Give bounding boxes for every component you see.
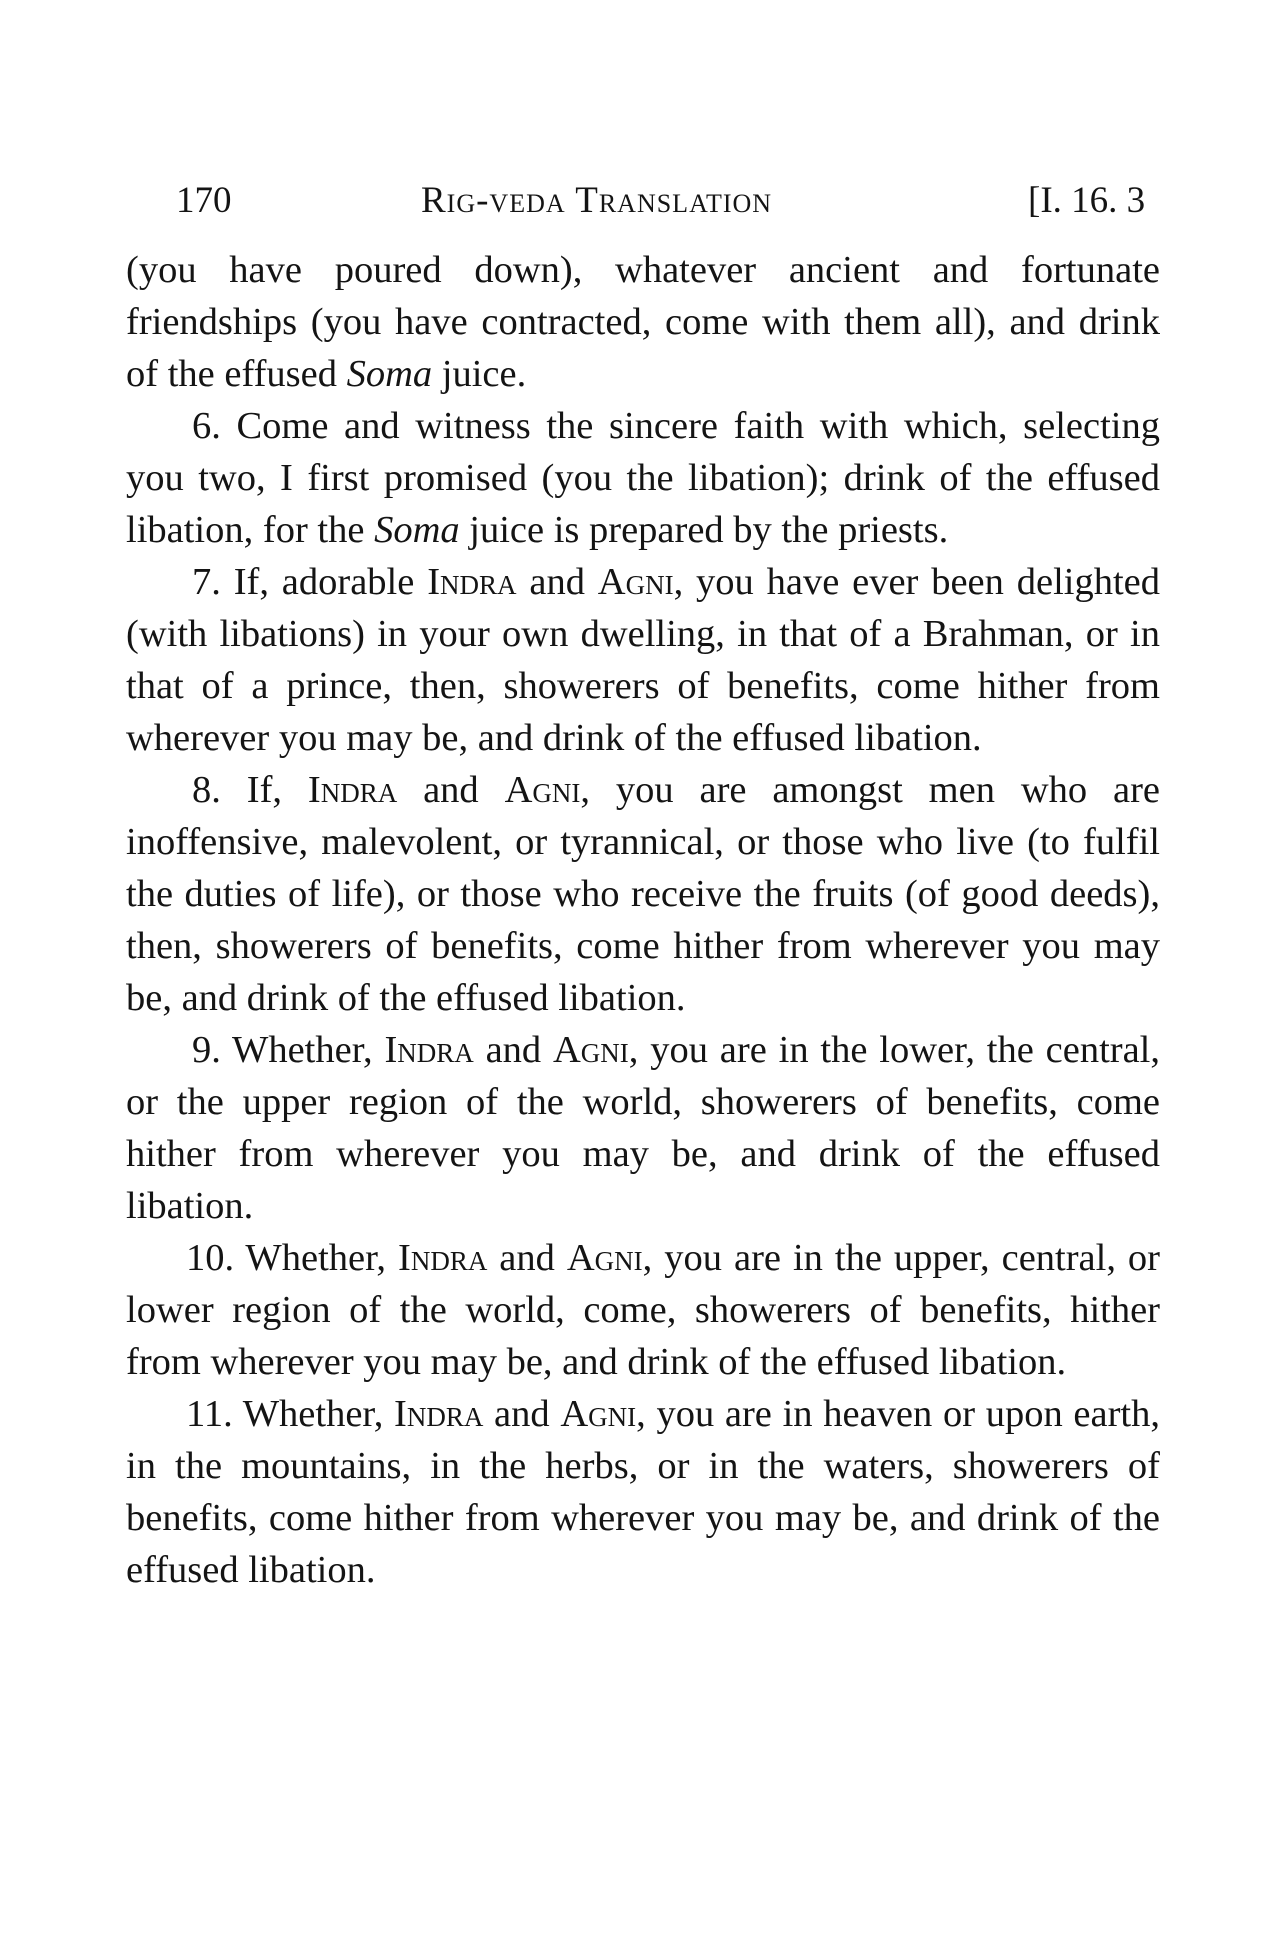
deity-name: Agni	[560, 1393, 637, 1435]
text-run: , you have ever been delighted (with libations) in your own dwelling, in that of a Brahman, or in that of a prince, then, showerers of benefits, come hither from wherever you may be, and drink of the effused libation.	[126, 561, 1160, 759]
running-title: Rig-veda Translation	[421, 180, 773, 221]
text-run: 10. Whether,	[186, 1237, 398, 1279]
deity-name: Indra	[384, 1029, 474, 1071]
text-run: 6. Come and witness the sincere faith with which, selecting you two, I first promised (you the libation); drink of the effused libation, for the	[126, 405, 1160, 551]
text-run: and	[516, 561, 598, 603]
deity-name: Indra	[398, 1237, 488, 1279]
deity-name: Agni	[553, 1029, 629, 1071]
deity-name: Indra	[394, 1393, 484, 1435]
text-run: (you have poured down), whatever ancient and fortunate friendships (you have contracted, come with them all), and drink of the effused	[126, 249, 1160, 395]
deity-name: Agni	[597, 561, 674, 603]
deity-name: Indra	[307, 769, 398, 811]
deity-name: Indra	[427, 561, 517, 603]
verse-reference: [I. 16. 3	[1028, 180, 1146, 221]
text-run: 8. If,	[192, 769, 308, 811]
text-run: 9. Whether,	[192, 1029, 385, 1071]
body-text	[126, 244, 1160, 1596]
text-run: , you are in heaven or upon earth, in the mountains, in the herbs, or in the waters, showerers of benefits, come hither from wherever you may be, and drink of the effused libation.	[126, 1393, 1160, 1591]
text-run: and	[397, 769, 505, 811]
text-run: 7. If, adorable	[192, 561, 428, 603]
page-number: 170	[176, 180, 232, 221]
paragraph-verse-6	[126, 400, 1160, 556]
deity-name: Agni	[504, 769, 581, 811]
text-run: and	[487, 1237, 567, 1279]
paragraph-verse-7	[126, 556, 1160, 764]
italic-term: Soma	[374, 509, 460, 551]
text-run: , you are in the lower, the central, or the upper region of the world, showerers of benefits, come hither from wherever you may be, and drink of the effused libation.	[126, 1029, 1161, 1227]
text-run: and	[473, 1029, 553, 1071]
paragraph-verse-11	[126, 1388, 1160, 1596]
text-run: and	[483, 1393, 561, 1435]
italic-term: Soma	[346, 353, 433, 395]
deity-name: Agni	[566, 1237, 643, 1279]
text-run: 11. Whether,	[186, 1393, 395, 1435]
paragraph-verse-8	[126, 764, 1160, 1024]
paragraph-verse-5-continued	[126, 244, 1160, 400]
page-header	[150, 176, 1170, 226]
paragraph-verse-10	[126, 1232, 1160, 1388]
text-run: juice is prepared by the priests.	[459, 509, 949, 551]
text-run: , you are in the upper, central, or lower region of the world, come, showerers of benefits, hither from wherever you may be, and drink of the effused libation.	[126, 1237, 1161, 1383]
paragraph-verse-9	[126, 1024, 1160, 1232]
text-run: juice.	[432, 353, 527, 395]
text-run: , you are amongst men who are inoffensive, malevolent, or tyrannical, or those who live (to fulfil the duties of life), or those who receive the fruits (of good deeds), then, showerers of benefits, come hither from wherever you may be, and drink of the effused libation.	[126, 769, 1161, 1019]
